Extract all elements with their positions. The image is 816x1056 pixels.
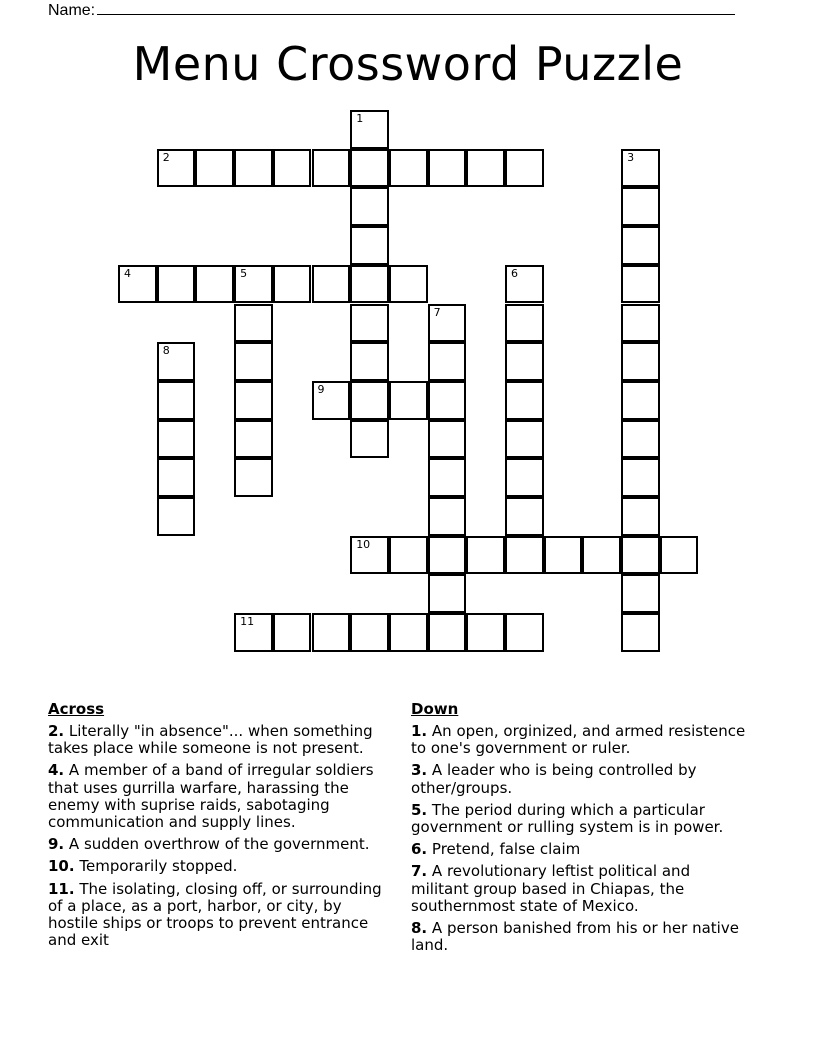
across-clue: 4. A member of a band of irregular soldiers that uses gurrilla warfare, harassing the enemy with suprise raids, sabotaging communication and supply lines. — [48, 761, 374, 832]
grid-cell[interactable] — [505, 613, 544, 652]
page-title: Menu Crossword Puzzle — [132, 37, 684, 91]
grid-cell[interactable] — [312, 149, 351, 188]
clue-number: 2 — [162, 150, 170, 164]
across-heading: Across — [48, 700, 105, 718]
grid-cell[interactable] — [234, 458, 273, 497]
down-clues — [411, 700, 751, 959]
grid-cell[interactable] — [157, 342, 196, 381]
down-clue: 6. Pretend, false claim — [411, 840, 581, 859]
grid-cell[interactable] — [621, 381, 660, 420]
grid-cell[interactable] — [505, 458, 544, 497]
grid-cell[interactable] — [621, 420, 660, 459]
grid-cell[interactable] — [350, 381, 389, 420]
grid-cell[interactable] — [466, 149, 505, 188]
grid-cell[interactable] — [621, 342, 660, 381]
grid-cell[interactable] — [621, 536, 660, 575]
grid-cell[interactable] — [234, 420, 273, 459]
across-clue: 9. A sudden overthrow of the government. — [48, 835, 370, 854]
grid-cell[interactable] — [157, 265, 196, 304]
down-clue: 5. The period during which a particular government or rulling system is in power. — [411, 800, 724, 837]
grid-cell[interactable] — [428, 149, 467, 188]
grid-cell[interactable] — [350, 110, 389, 149]
grid-cell[interactable] — [350, 149, 389, 188]
clue-number: 9 — [317, 382, 325, 396]
grid-cell[interactable] — [621, 187, 660, 226]
grid-cell[interactable] — [389, 381, 428, 420]
clue-number: 3 — [627, 150, 635, 164]
grid-cell[interactable] — [428, 342, 467, 381]
clue-number: 4 — [124, 266, 131, 280]
grid-cell[interactable] — [621, 497, 660, 536]
grid-cell[interactable] — [157, 381, 196, 420]
grid-cell[interactable] — [466, 536, 505, 575]
grid-cell[interactable] — [350, 613, 389, 652]
grid-cell[interactable] — [660, 536, 699, 575]
grid-cell[interactable] — [312, 381, 351, 420]
clue-number: 8 — [162, 344, 170, 358]
grid-cell[interactable] — [195, 265, 234, 304]
grid-cell[interactable] — [505, 265, 544, 304]
grid-cell[interactable] — [621, 458, 660, 497]
grid-cell[interactable] — [234, 342, 273, 381]
grid-cell[interactable] — [621, 304, 660, 343]
clue-number: 5 — [240, 266, 248, 280]
grid-cell[interactable] — [312, 265, 351, 304]
grid-cell[interactable] — [350, 187, 389, 226]
across-clue: 11. The isolating, closing off, or surrounding of a place, as a port, harbor, or city, by hostile ships or troops to prevent entrance and exit — [48, 879, 382, 950]
grid-cell[interactable] — [505, 381, 544, 420]
grid-cell[interactable] — [350, 342, 389, 381]
grid-cell[interactable] — [273, 613, 312, 652]
grid-cell[interactable] — [157, 149, 196, 188]
grid-cell[interactable] — [428, 574, 467, 613]
clue-number: 6 — [511, 266, 518, 280]
grid-cell[interactable] — [466, 613, 505, 652]
grid-cell[interactable] — [428, 536, 467, 575]
grid-cell[interactable] — [312, 613, 351, 652]
grid-cell[interactable] — [621, 265, 660, 304]
down-clue: 7. A revolutionary leftist political and militant group based in Chiapas, the southernmost state of Mexico. — [411, 862, 691, 915]
grid-cell[interactable] — [195, 149, 234, 188]
clue-number: 10 — [356, 537, 371, 551]
grid-cell[interactable] — [428, 458, 467, 497]
across-clue: 10. Temporarily stopped. — [48, 857, 238, 876]
grid-cell[interactable] — [505, 420, 544, 459]
grid-cell[interactable] — [428, 420, 467, 459]
grid-cell[interactable] — [157, 458, 196, 497]
grid-cell[interactable] — [157, 420, 196, 459]
grid-cell[interactable] — [389, 536, 428, 575]
grid-cell[interactable] — [582, 536, 621, 575]
grid-cell[interactable] — [428, 381, 467, 420]
grid-cell[interactable] — [234, 381, 273, 420]
across-clue: 2. Literally "in absence"... when something takes place while someone is not present. — [48, 722, 373, 758]
clue-number: 11 — [240, 615, 255, 629]
grid-cell[interactable] — [505, 497, 544, 536]
grid-cell[interactable] — [350, 304, 389, 343]
grid-cell[interactable] — [234, 265, 273, 304]
down-clue: 1. An open, orginized, and armed resistence to one's government or ruler. — [411, 722, 746, 758]
grid-cell[interactable] — [234, 613, 273, 652]
down-heading: Down — [411, 700, 459, 718]
grid-cell[interactable] — [234, 149, 273, 188]
grid-cell[interactable] — [505, 149, 544, 188]
grid-cell[interactable] — [505, 304, 544, 343]
grid-cell[interactable] — [273, 149, 312, 188]
clue-number: 1 — [356, 112, 364, 125]
name-label: Name: — [48, 2, 96, 19]
down-clue: 3. A leader who is being controlled by other/groups. — [411, 761, 697, 797]
grid-cell[interactable] — [428, 497, 467, 536]
grid-cell[interactable] — [621, 613, 660, 652]
grid-cell[interactable] — [157, 497, 196, 536]
grid-cell[interactable] — [350, 265, 389, 304]
grid-cell[interactable] — [544, 536, 583, 575]
grid-cell[interactable] — [621, 574, 660, 613]
grid-cell[interactable] — [350, 226, 389, 265]
grid-cell[interactable] — [389, 149, 428, 188]
grid-cell[interactable] — [505, 536, 544, 575]
grid-cell[interactable] — [118, 265, 157, 304]
grid-cell[interactable] — [389, 265, 428, 304]
grid-cell[interactable] — [273, 265, 312, 304]
grid-cell[interactable] — [234, 304, 273, 343]
clue-number: 7 — [433, 305, 441, 319]
grid-cell[interactable] — [350, 536, 389, 575]
grid-cell[interactable] — [389, 613, 428, 652]
grid-cell[interactable] — [428, 304, 467, 343]
grid-cell[interactable] — [621, 149, 660, 188]
down-clue: 8. A person banished from his or her native land. — [411, 919, 739, 955]
grid-cell[interactable] — [505, 342, 544, 381]
across-clues — [48, 700, 388, 954]
grid-cell[interactable] — [428, 613, 467, 652]
grid-cell[interactable] — [621, 226, 660, 265]
grid-cell[interactable] — [350, 420, 389, 459]
